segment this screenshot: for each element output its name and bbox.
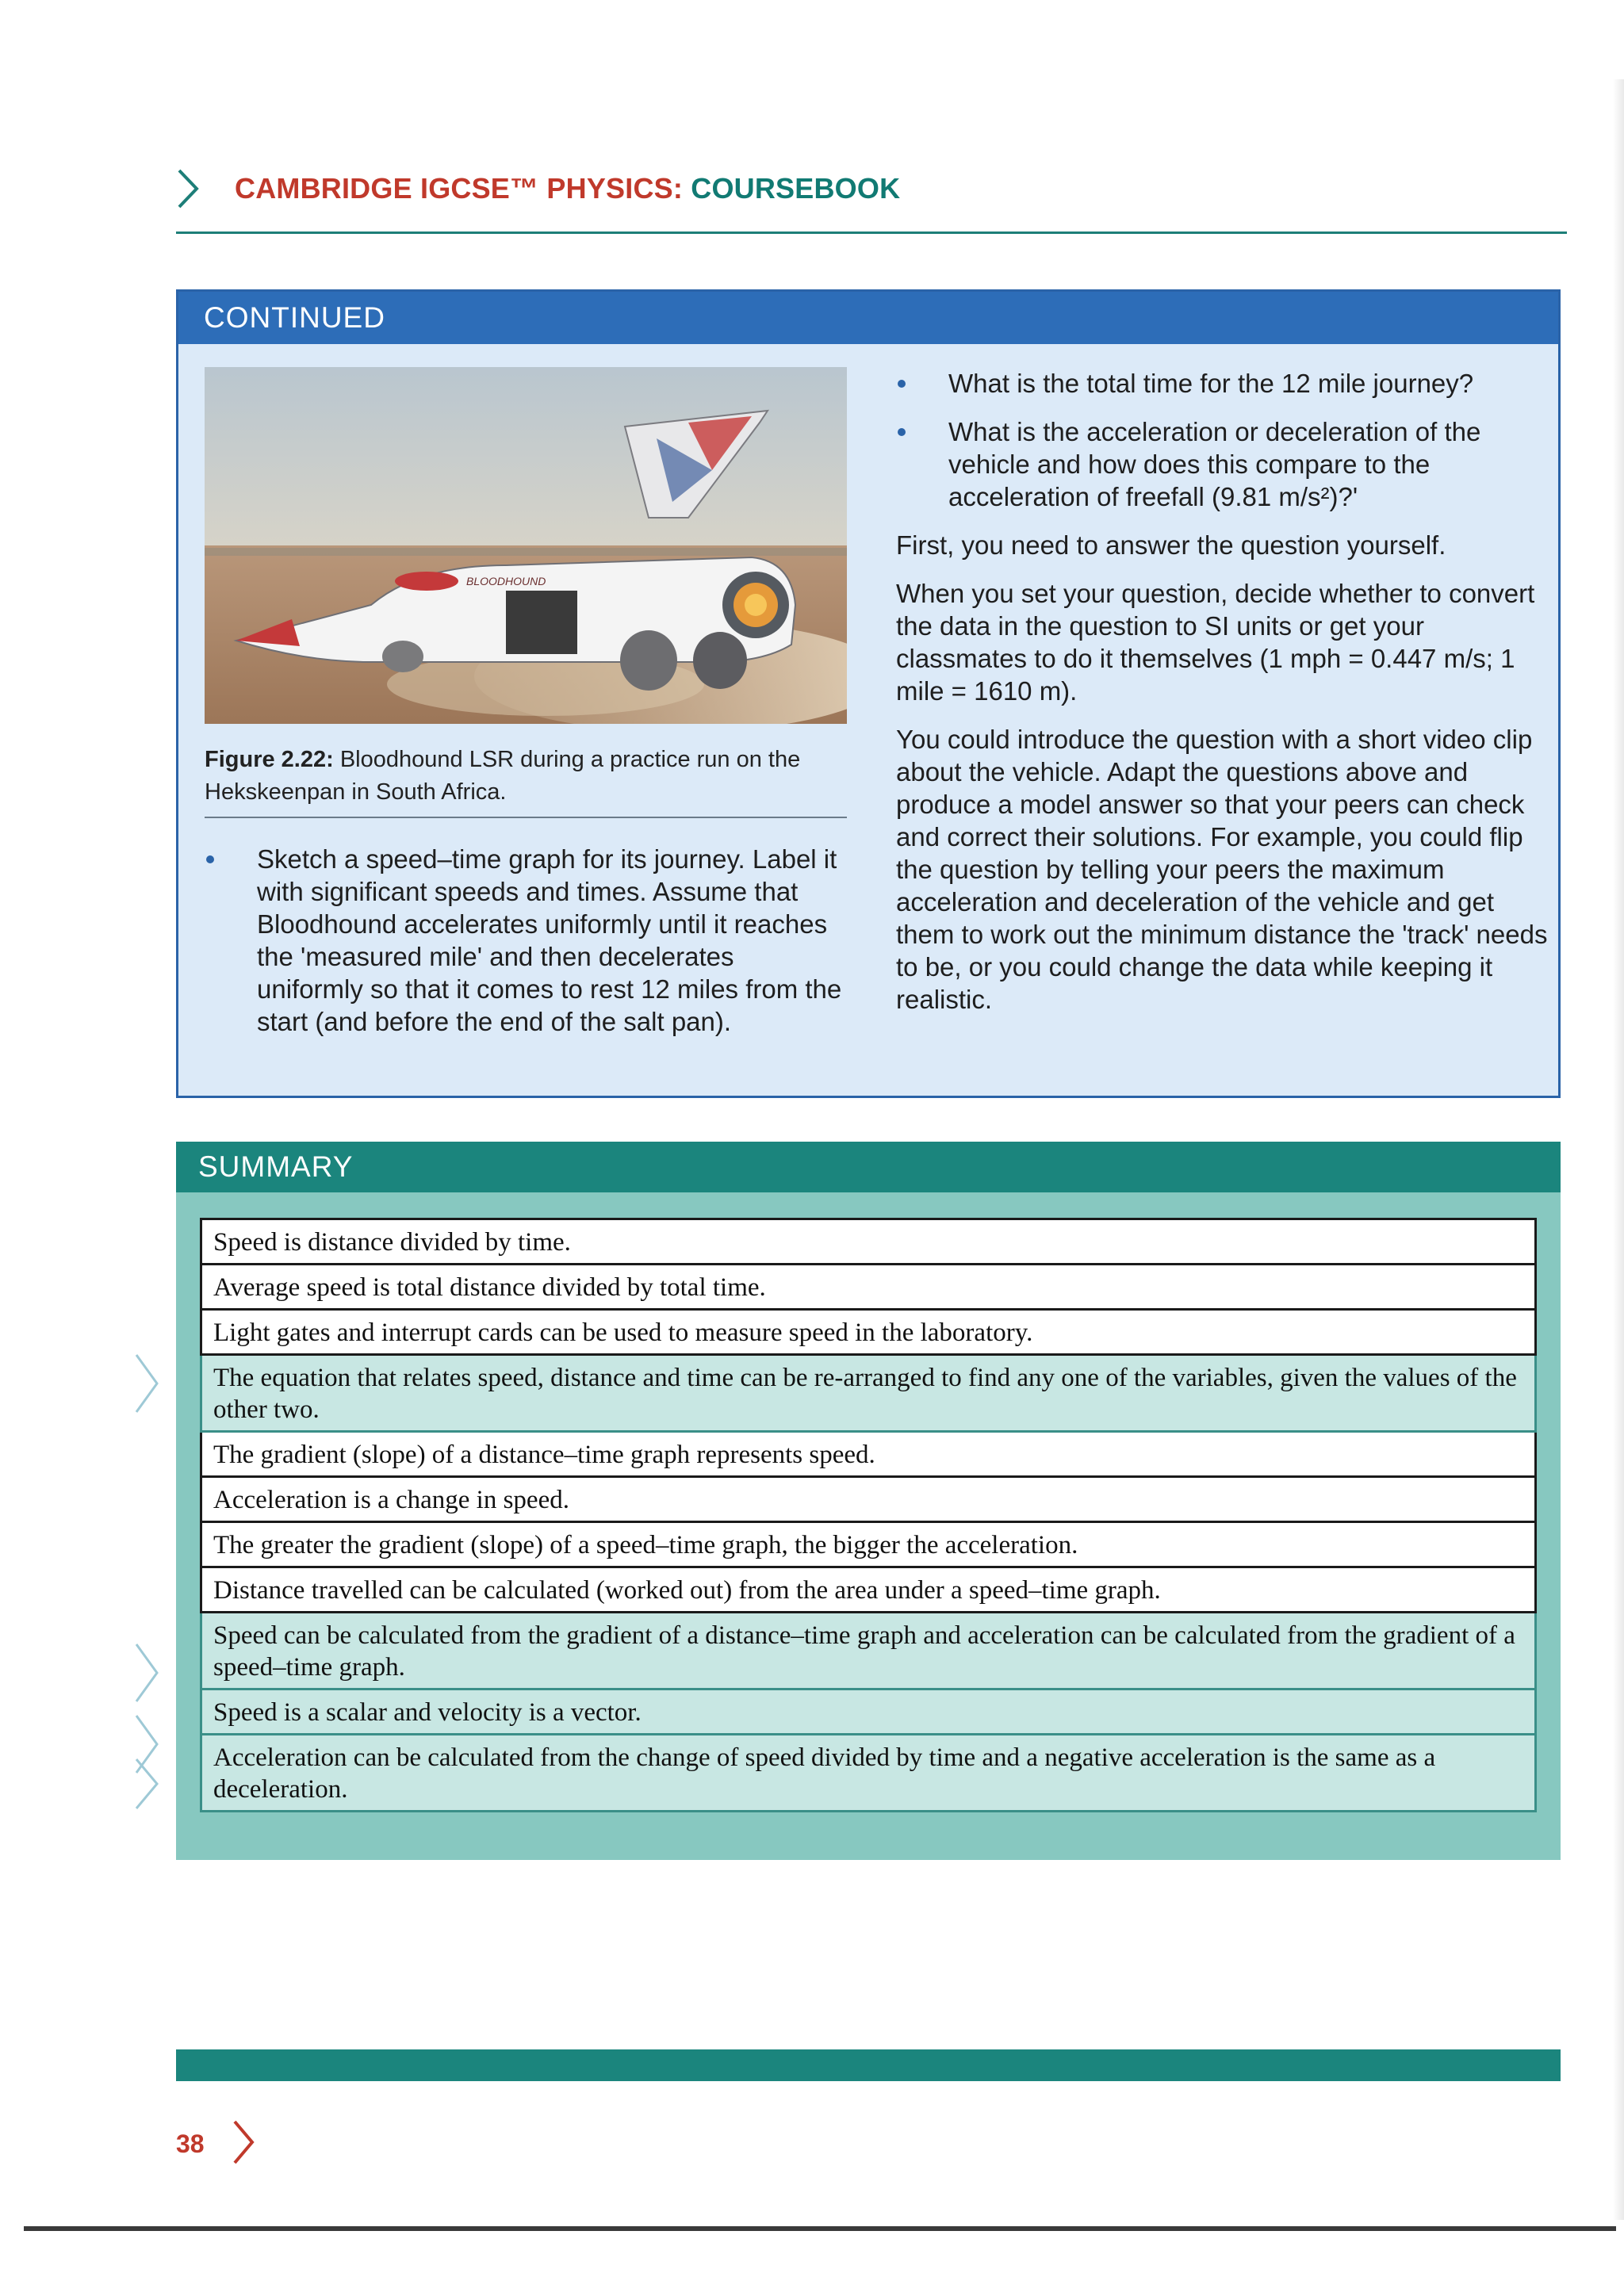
table-row (201, 1310, 1536, 1355)
table-cell: The gradient (slope) of a distance–time graph represents speed. (201, 1432, 1536, 1477)
figure-caption-label: Figure 2.22: (205, 747, 334, 772)
table-row (201, 1477, 1536, 1522)
table-row (201, 1265, 1536, 1310)
table-row (201, 1522, 1536, 1567)
left-bullet-list (205, 843, 847, 1038)
running-header (176, 168, 900, 209)
bullet-icon (206, 855, 214, 863)
page-edge-shadow (1613, 79, 1624, 2220)
page-number: 38 (176, 2130, 205, 2158)
bloodhound-photo (205, 367, 847, 724)
figure-caption (205, 744, 847, 809)
table-row (201, 1689, 1536, 1735)
book-title-series: CAMBRIDGE IGCSE™ PHYSICS: (235, 172, 684, 205)
list-item-text: Sketch a speed–time graph for its journey. Label it with significant speeds and times. Assume that Bloodhound accelerates uniformly until it reaches the 'measured mile' and then decelerates uniformly so that it comes to rest 12 miles from the start (and before the end of the salt pan). (257, 844, 842, 1036)
table-row (201, 1567, 1536, 1613)
continued-box (176, 289, 1561, 1098)
table-cell: The equation that relates speed, distance and time can be re-arranged to find any one of the variables, given the values of the other two. (201, 1355, 1536, 1432)
table-cell: Speed can be calculated from the gradient of a distance–time graph and acceleration can be calculated from the gradient of a speed–time graph. (201, 1613, 1536, 1689)
table-row (201, 1613, 1536, 1689)
margin-chevron-icon (133, 1641, 160, 1705)
margin-chevron-icon (133, 1756, 160, 1812)
table-cell: The greater the gradient (slope) of a speed–time graph, the bigger the acceleration. (201, 1522, 1536, 1567)
list-item-text: What is the acceleration or deceleration of the vehicle and how does this compare to the acceleration of freefall (9.81 m/s²)?' (948, 417, 1481, 511)
book-title (235, 172, 900, 205)
chevron-right-icon (232, 2118, 255, 2166)
table-row (201, 1355, 1536, 1432)
summary-heading: SUMMARY (176, 1142, 1561, 1192)
paragraph: First, you need to answer the question yourself. (896, 530, 1446, 560)
summary-box (176, 1142, 1561, 1860)
table-cell: Light gates and interrupt cards can be used to measure speed in the laboratory. (201, 1310, 1536, 1355)
table-cell: Average speed is total distance divided by total time. (201, 1265, 1536, 1310)
bullet-icon (898, 380, 906, 388)
table-cell: Speed is distance divided by time. (201, 1219, 1536, 1265)
margin-chevron-icon (133, 1352, 160, 1415)
table-cell: Acceleration is a change in speed. (201, 1477, 1536, 1522)
right-bullet-list (896, 367, 1554, 513)
table-cell: Speed is a scalar and velocity is a vector. (201, 1689, 1536, 1735)
figure-caption-text: Bloodhound LSR during a practice run on the Hekskeenpan in South Africa. (205, 747, 801, 805)
summary-table (200, 1218, 1537, 1812)
table-cell: Distance travelled can be calculated (worked out) from the area under a speed–time graph. (201, 1567, 1536, 1613)
table-row (201, 1432, 1536, 1477)
list-item (896, 415, 1554, 513)
footer-bar (176, 2049, 1561, 2081)
paragraph: You could introduce the question with a short video clip about the vehicle. Adapt the questions above and produce a model answer so that your peers can check and correct their solutions. For example, you could flip the question by telling your peers the maximum acceleration and deceleration of the vehicle and get them to work out the minimum distance the 'track' needs to be, or you could change the data while keeping it realistic. (896, 725, 1548, 1014)
caption-divider (205, 817, 847, 818)
list-item-text: What is the total time for the 12 mile journey? (948, 369, 1474, 398)
right-column (896, 367, 1554, 1031)
table-row (201, 1735, 1536, 1812)
bottom-divider (24, 2226, 1616, 2231)
paragraph: When you set your question, decide whether to convert the data in the question to SI units or get your classmates to do it themselves (1 mph = 0.447 m/s; 1 mile = 1610 m). (896, 579, 1535, 706)
table-cell: Acceleration can be calculated from the change of speed divided by time and a negative acceleration is the same as a deceleration. (201, 1735, 1536, 1812)
book-title-type: COURSEBOOK (691, 172, 901, 205)
bullet-icon (898, 428, 906, 436)
chevron-right-icon (176, 168, 200, 209)
photo-vehicle-label: BLOODHOUND (466, 575, 546, 587)
continued-heading: CONTINUED (178, 292, 1558, 344)
list-item (896, 367, 1554, 400)
header-divider (176, 232, 1567, 234)
table-row (201, 1219, 1536, 1265)
list-item (205, 843, 847, 1038)
